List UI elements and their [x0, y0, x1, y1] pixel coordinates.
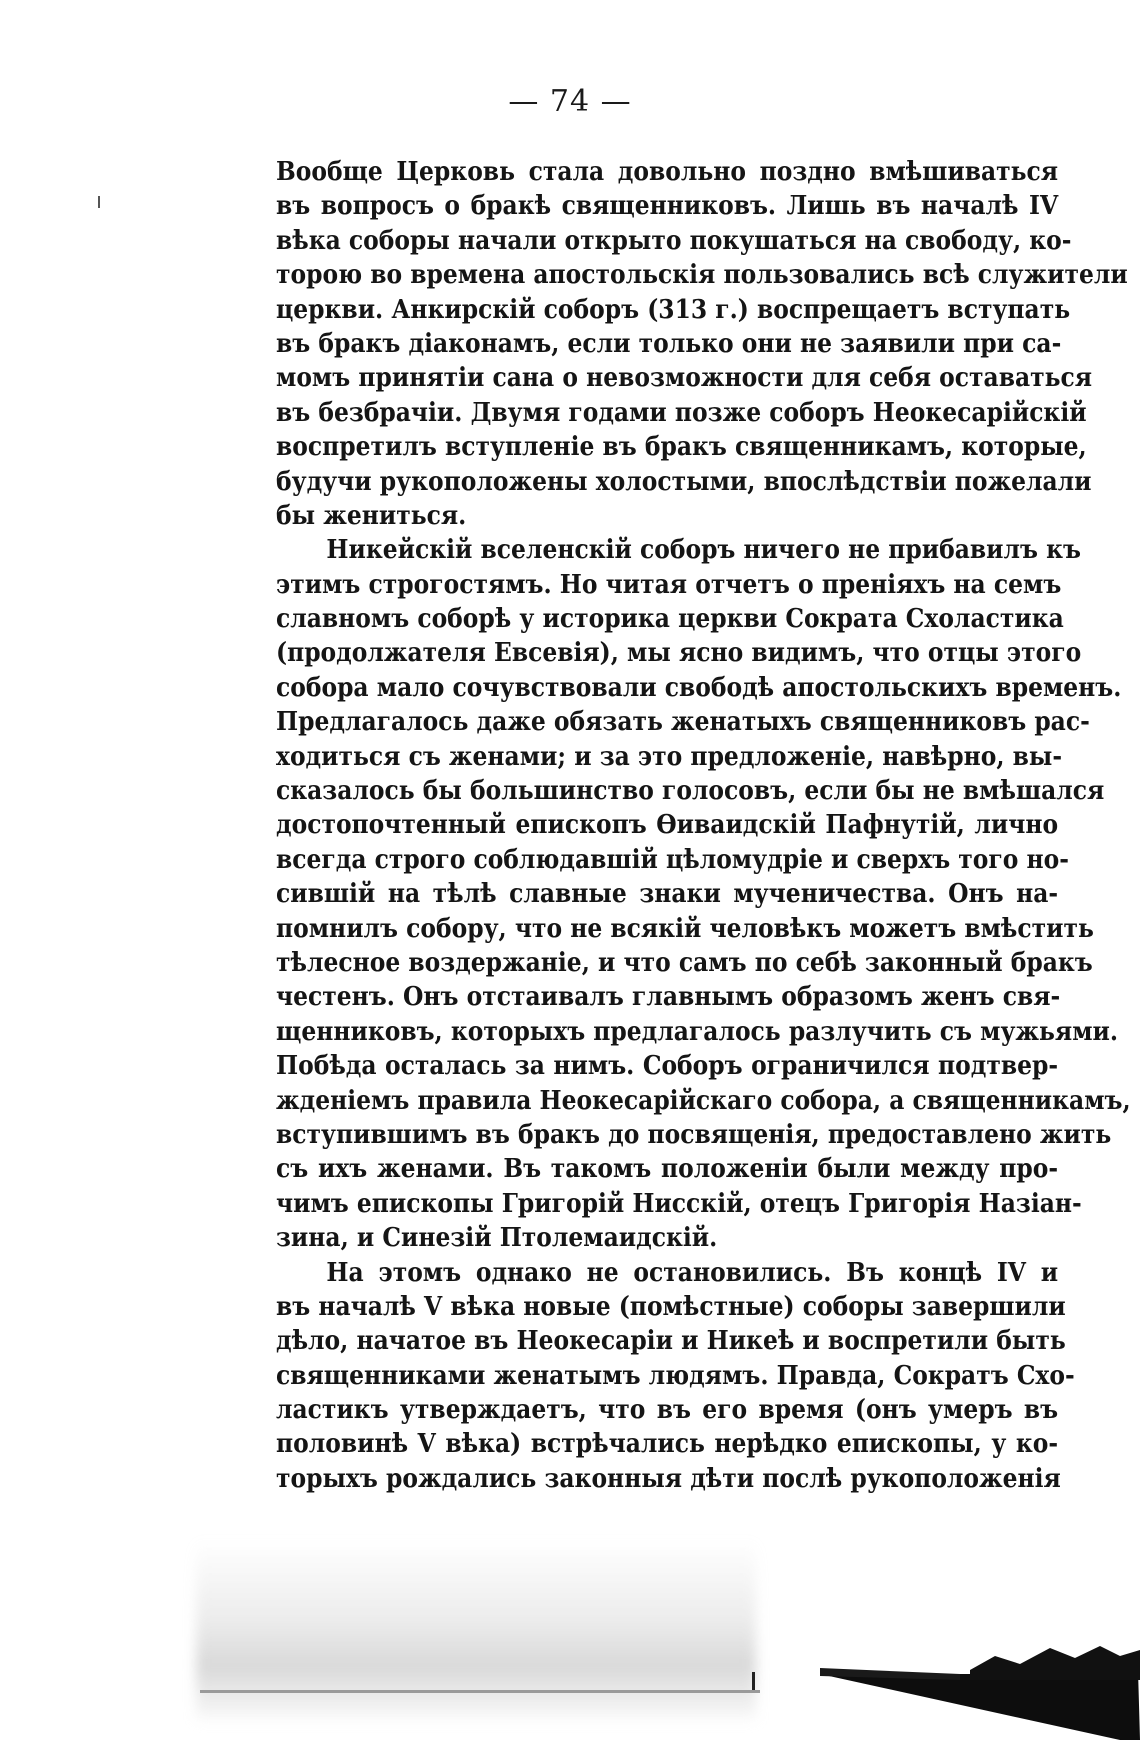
body-text — [276, 155, 1131, 1496]
text-line: торыхъ рождались законныя дѣти послѣ рукоположенія — [276, 1463, 1061, 1494]
text-line: въ началѣ V вѣка новые (помѣстные) соборы завершили — [276, 1291, 1066, 1322]
text-line: сказалось бы большинство голосовъ, если бы не вмѣшался — [276, 776, 1105, 807]
scan-smudge — [196, 1540, 756, 1720]
text-line: На этомъ однако не остановились. Въ концѣ IV и — [326, 1257, 1059, 1288]
scan-edge-line — [200, 1690, 760, 1693]
text-line: щенниковъ, которыхъ предлагалось разлучить съ мужьями. — [276, 1016, 1119, 1047]
text-line: половинѣ V вѣка) встрѣчались нерѣдко епископы, у ко- — [276, 1429, 1059, 1460]
text-line: Побѣда осталась за нимъ. Соборъ ограничился подтвер- — [276, 1051, 1059, 1082]
text-line: достопочтенный епископъ Ѳиваидскій Пафнутій, лично — [276, 810, 1059, 841]
text-line: Предлагалось даже обязать женатыхъ священниковъ рас- — [276, 707, 1090, 738]
text-line: всегда строго соблюдавшій цѣломудріе и сверхъ того но- — [276, 844, 1069, 875]
text-line: Вообще Церковь стала довольно поздно вмѣшиваться — [276, 157, 1059, 187]
text-line: торою во времена апостольскія пользовались всѣ служители — [276, 260, 1128, 291]
text-line: ластикъ утверждаетъ, что въ его время (онъ умеръ въ — [276, 1395, 1059, 1426]
text-line: собора мало сочувствовали свободѣ апостольскихъ временъ. — [276, 672, 1122, 703]
scan-artifact-mark — [98, 196, 100, 208]
text-line: въ бракъ діаконамъ, если только они не заявили при са- — [276, 328, 1062, 359]
text-line: вѣка соборы начали открыто покушаться на свободу, ко- — [276, 225, 1072, 256]
text-line: церкви. Анкирскій соборъ (313 г.) воспрещаетъ вступать — [276, 294, 1071, 325]
text-line: чимъ епископы Григорій Нисскій, отецъ Григорія Назіан- — [276, 1188, 1082, 1219]
text-line: будучи рукоположены холостыми, впослѣдствіи пожелали — [276, 466, 1092, 497]
text-line: въ вопросъ о бракѣ священниковъ. Лишь въ началѣ IV — [276, 191, 1059, 222]
scan-edge-wedge — [820, 1640, 1140, 1740]
text-line: священниками женатымъ людямъ. Правда, Сократъ Схо- — [276, 1360, 1075, 1391]
text-line: славномъ соборѣ у историка церкви Сократа Схоластика — [276, 604, 1064, 635]
text-line: Никейскій вселенскій соборъ ничего не прибавилъ къ — [326, 535, 1081, 566]
text-line: вступившимъ въ бракъ до посвященія, предоставлено жить — [276, 1119, 1112, 1150]
page-number: — 74 — — [508, 84, 632, 119]
text-line: момъ принятіи сана о невозможности для себя оставаться — [276, 363, 1093, 394]
text-line: сившій на тѣлѣ славные знаки мученичества. Онъ на- — [276, 879, 1059, 910]
text-line: бы жениться. — [276, 500, 467, 531]
text-line: съ ихъ женами. Въ такомъ положеніи были между про- — [276, 1154, 1059, 1185]
text-line: зина, и Синезій Птолемаидскій. — [276, 1223, 718, 1254]
text-line: дѣло, начатое въ Неокесаріи и Никеѣ и воспретили быть — [276, 1326, 1066, 1357]
text-line: помнилъ собору, что не всякій человѣкъ можетъ вмѣстить — [276, 913, 1094, 944]
text-line: этимъ строгостямъ. Но читая отчетъ о преніяхъ на семъ — [276, 569, 1062, 600]
text-line: жденіемъ правила Неокесарійскаго собора, а священникамъ, — [276, 1085, 1131, 1116]
text-line: честенъ. Онъ отстаивалъ главнымъ образомъ женъ свя- — [276, 982, 1061, 1013]
text-line: (продолжателя Евсевія), мы ясно видимъ, что отцы этого — [276, 638, 1082, 669]
text-line: въ безбрачіи. Двумя годами позже соборъ Неокесарійскій — [276, 397, 1087, 428]
text-line: тѣлесное воздержаніе, и что самъ по себѣ законный бракъ — [276, 947, 1093, 978]
text-line: ходиться съ женами; и за это предложеніе, навѣрно, вы- — [276, 741, 1063, 772]
text-line: воспретилъ вступленіе въ бракъ священникамъ, которые, — [276, 432, 1087, 463]
scan-edge-tick — [752, 1672, 755, 1690]
